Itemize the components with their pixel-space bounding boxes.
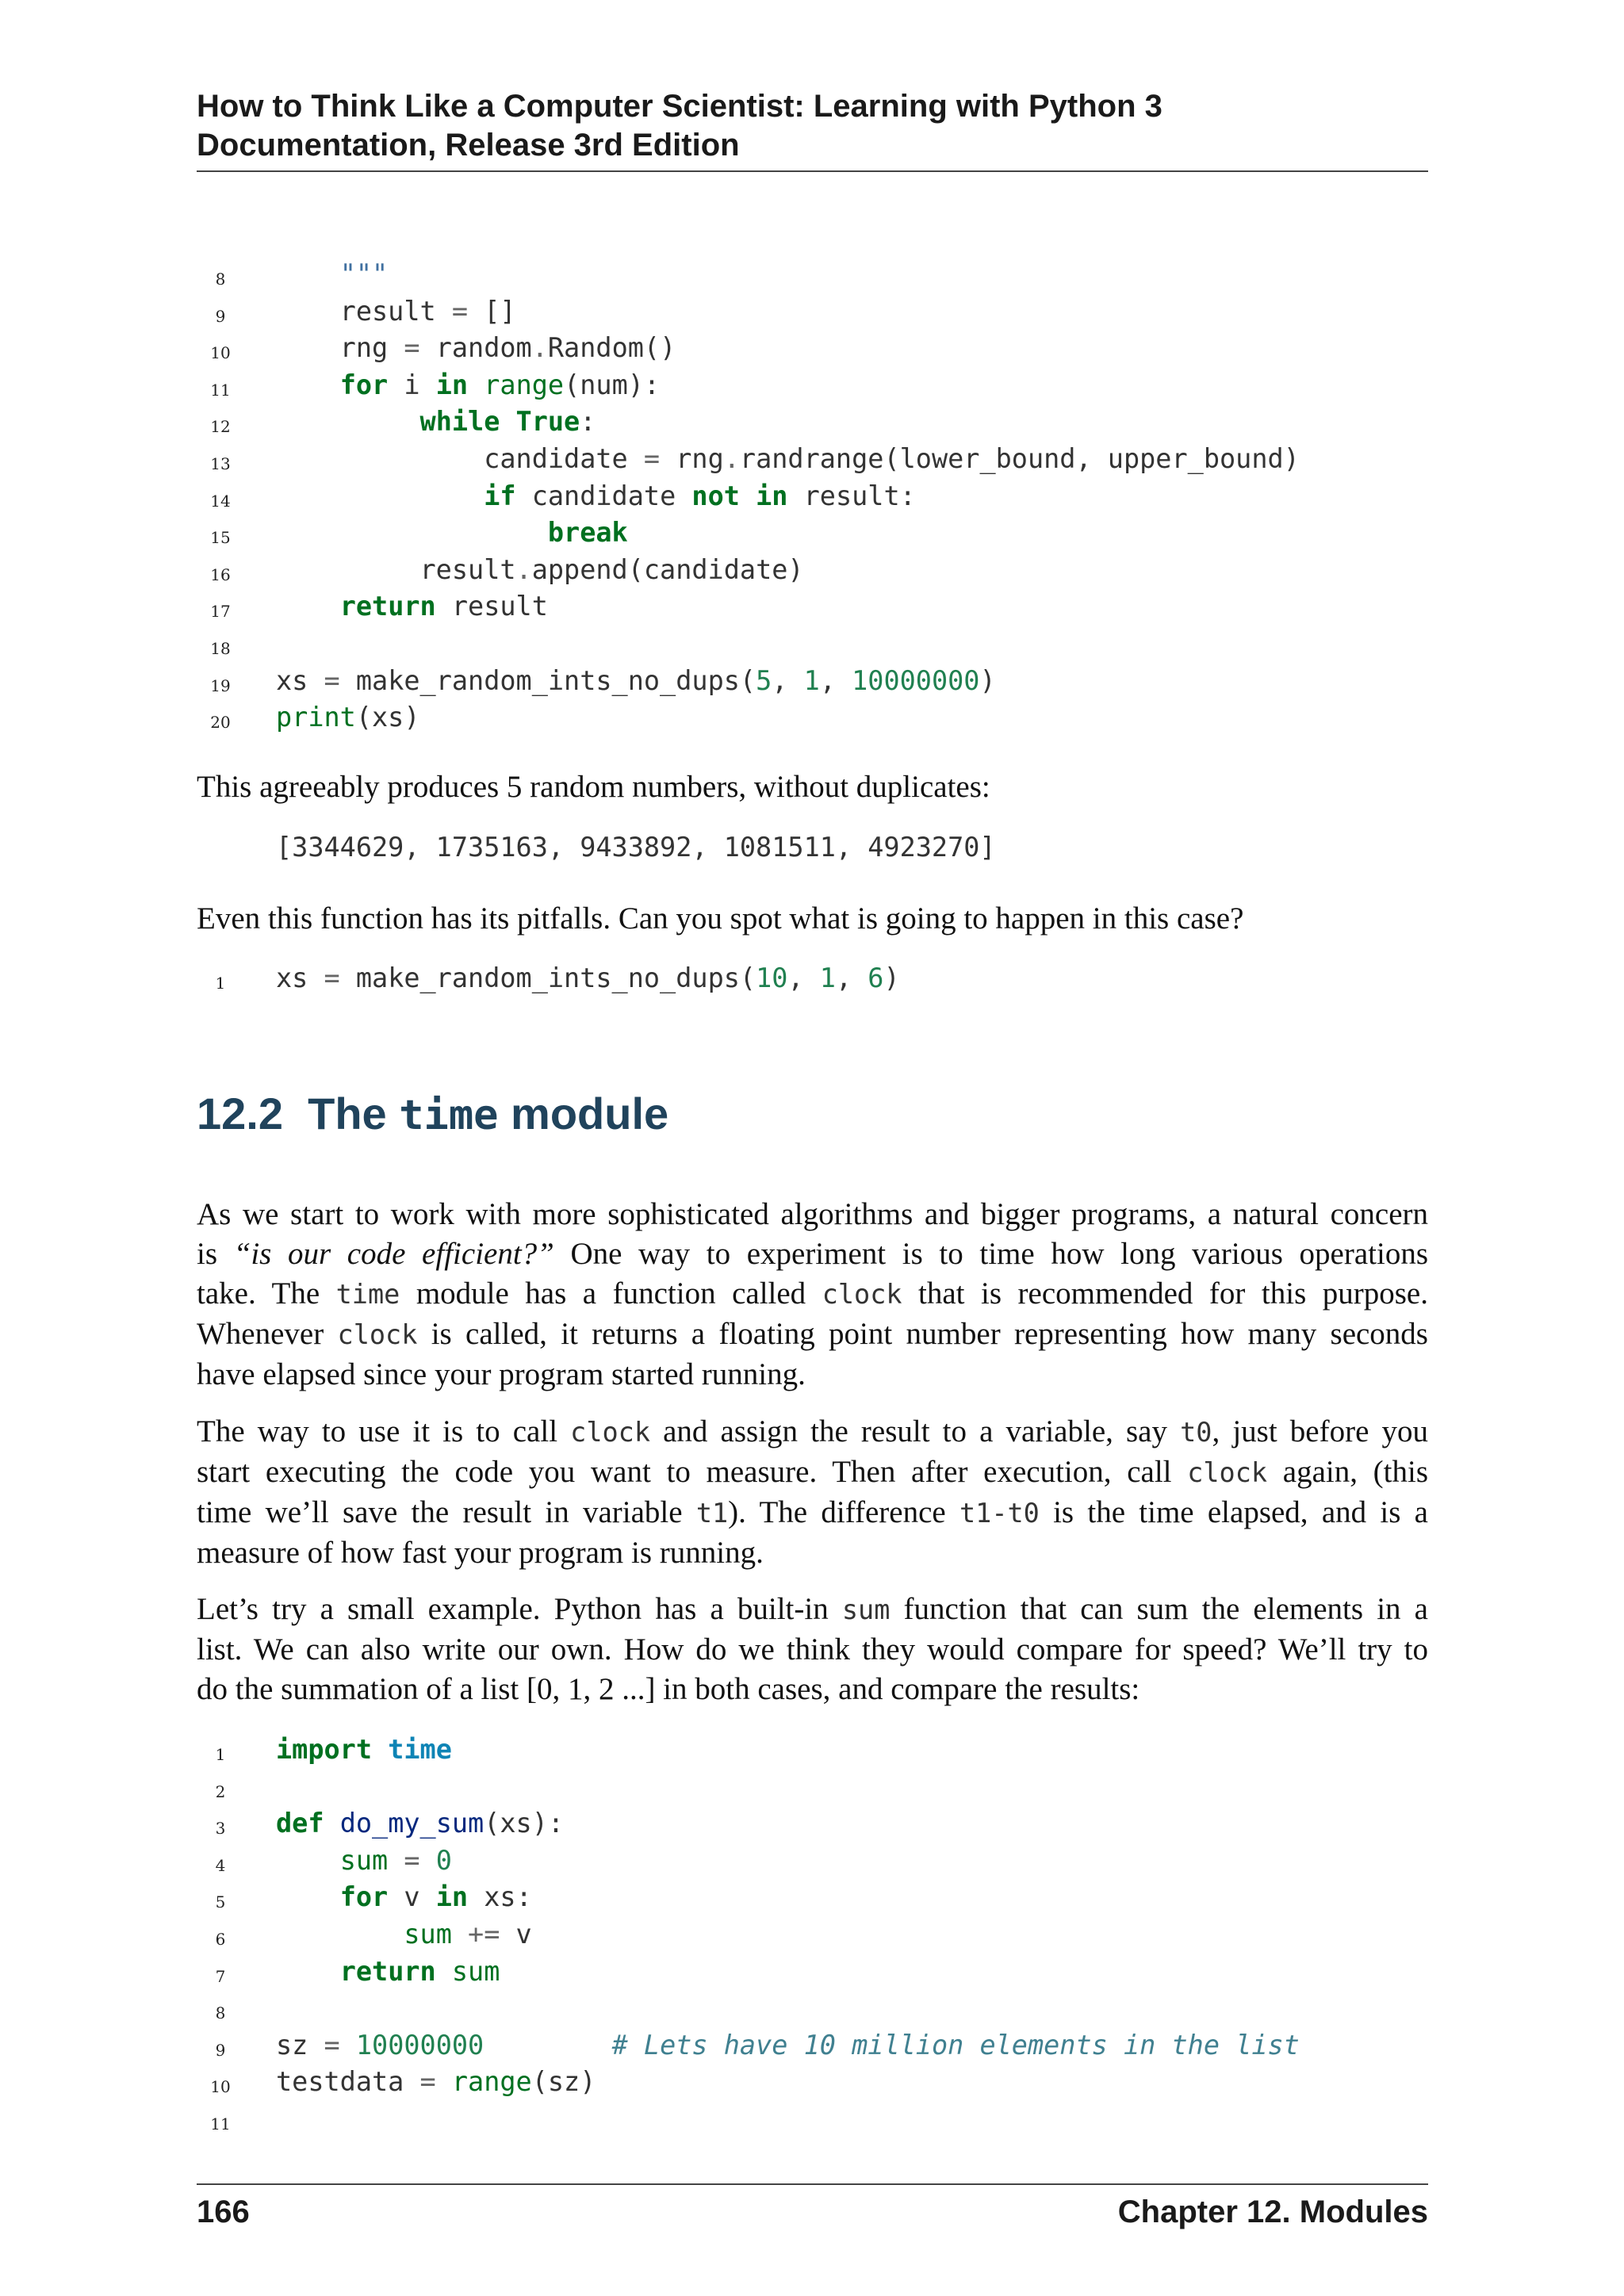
code-line: 19 xs = make_random_ints_no_dups(5, 1, 10000000): [210, 664, 996, 696]
code-line: 11: [210, 2114, 231, 2133]
text-line: measure of how fast your program is running.: [197, 1536, 764, 1570]
code-line: 5 for v in xs:: [215, 1881, 532, 1913]
code-block-1: [197, 256, 1428, 737]
code-line: 4 sum = 0: [215, 1844, 452, 1876]
text-line: is “is our code efficient?” One way to experiment is to time how long various operations: [197, 1237, 1429, 1271]
code-line: 2: [215, 1781, 226, 1801]
code-line: 1 import time: [215, 1734, 452, 1765]
footer-rule: [197, 2183, 1428, 2185]
text-line: start executing the code you want to measure. Then after execution, call clock again, (this: [197, 1455, 1428, 1489]
paragraph: [197, 1590, 1428, 1709]
text-line: The way to use it is to call clock and assign the result to a variable, say t0, just before you: [197, 1414, 1428, 1448]
code-line: 18: [210, 638, 231, 658]
section-title-pre: The: [308, 1089, 387, 1138]
code-line: 17 return result: [210, 591, 548, 622]
header-line-1: How to Think Like a Computer Scientist: Learning with Python 3: [197, 89, 1162, 124]
code-line: 12 while True:: [210, 406, 596, 438]
text-line: Whenever clock is called, it returns a floating point number representing how many seconds: [197, 1317, 1428, 1351]
code-line: 3 def do_my_sum(xs):: [215, 1808, 565, 1839]
code-block-3: [197, 1732, 1428, 2138]
running-header: [197, 87, 1428, 165]
code-line: 9 result = []: [215, 295, 516, 327]
text-line: Let’s try a small example. Python has a built-in sum function that can sum the elements in a: [197, 1592, 1428, 1626]
text-line: do the summation of a list [0, 1, 2 ...] in both cases, and compare the results:: [197, 1672, 1140, 1706]
code-line: 10 testdata = range(sz): [210, 2066, 596, 2098]
output-block: [3344629, 1735163, 9433892, 1081511, 4923270]: [276, 832, 996, 863]
section-title-post: module: [511, 1089, 669, 1138]
section-title-code: time: [399, 1092, 499, 1139]
code-line: 11 for i in range(num):: [210, 369, 661, 400]
code-line: 1 xs = make_random_ints_no_dups(10, 1, 6): [215, 962, 900, 993]
paragraph: [197, 1412, 1428, 1573]
code-line: 9 sz = 10000000 # Lets have 10 million elements in the list: [215, 2029, 1300, 2061]
chapter-title: Chapter 12. Modules: [1117, 2195, 1428, 2229]
header-rule: [197, 170, 1428, 172]
text-line: have elapsed since your program started running.: [197, 1357, 806, 1391]
code-line: 7 return sum: [215, 1955, 500, 1987]
code-block-2: [197, 960, 1428, 997]
section-number: 12.2: [197, 1089, 283, 1138]
text-line: take. The time module has a function called clock that is recommended for this purpose.: [197, 1276, 1428, 1311]
text-line: time we’ll save the result in variable t1). The difference t1-t0 is the time elapsed, and is a: [197, 1495, 1428, 1529]
code-line: 10 rng = random.Random(): [210, 332, 676, 364]
code-line: 8: [215, 2003, 226, 2023]
code-line: 8 """: [215, 258, 389, 289]
code-line: 14 if candidate not in result:: [210, 480, 916, 511]
text-line: As we start to work with more sophisticated algorithms and bigger programs, a natural concern: [197, 1197, 1428, 1231]
paragraph: [197, 1195, 1428, 1395]
paragraph: This agreeably produces 5 random numbers, without duplicates:: [197, 770, 990, 804]
header-line-2: Documentation, Release 3rd Edition: [197, 128, 740, 163]
paragraph: Even this function has its pitfalls. Can you spot what is going to happen in this case?: [197, 901, 1244, 936]
code-line: 16 result.append(candidate): [210, 553, 804, 585]
code-line: 6 sum += v: [215, 1918, 532, 1950]
code-line: 20 print(xs): [210, 702, 420, 733]
text-line: list. We can also write our own. How do we think they would compare for speed? We’ll try to: [197, 1632, 1428, 1667]
code-line: 15 break: [210, 517, 628, 549]
page-number: 166: [197, 2195, 250, 2229]
section-title: [197, 1086, 668, 1143]
code-line: 13 candidate = rng.randrange(lower_bound, upper_bound): [210, 442, 1300, 474]
document-page: [197, 0, 1428, 2296]
